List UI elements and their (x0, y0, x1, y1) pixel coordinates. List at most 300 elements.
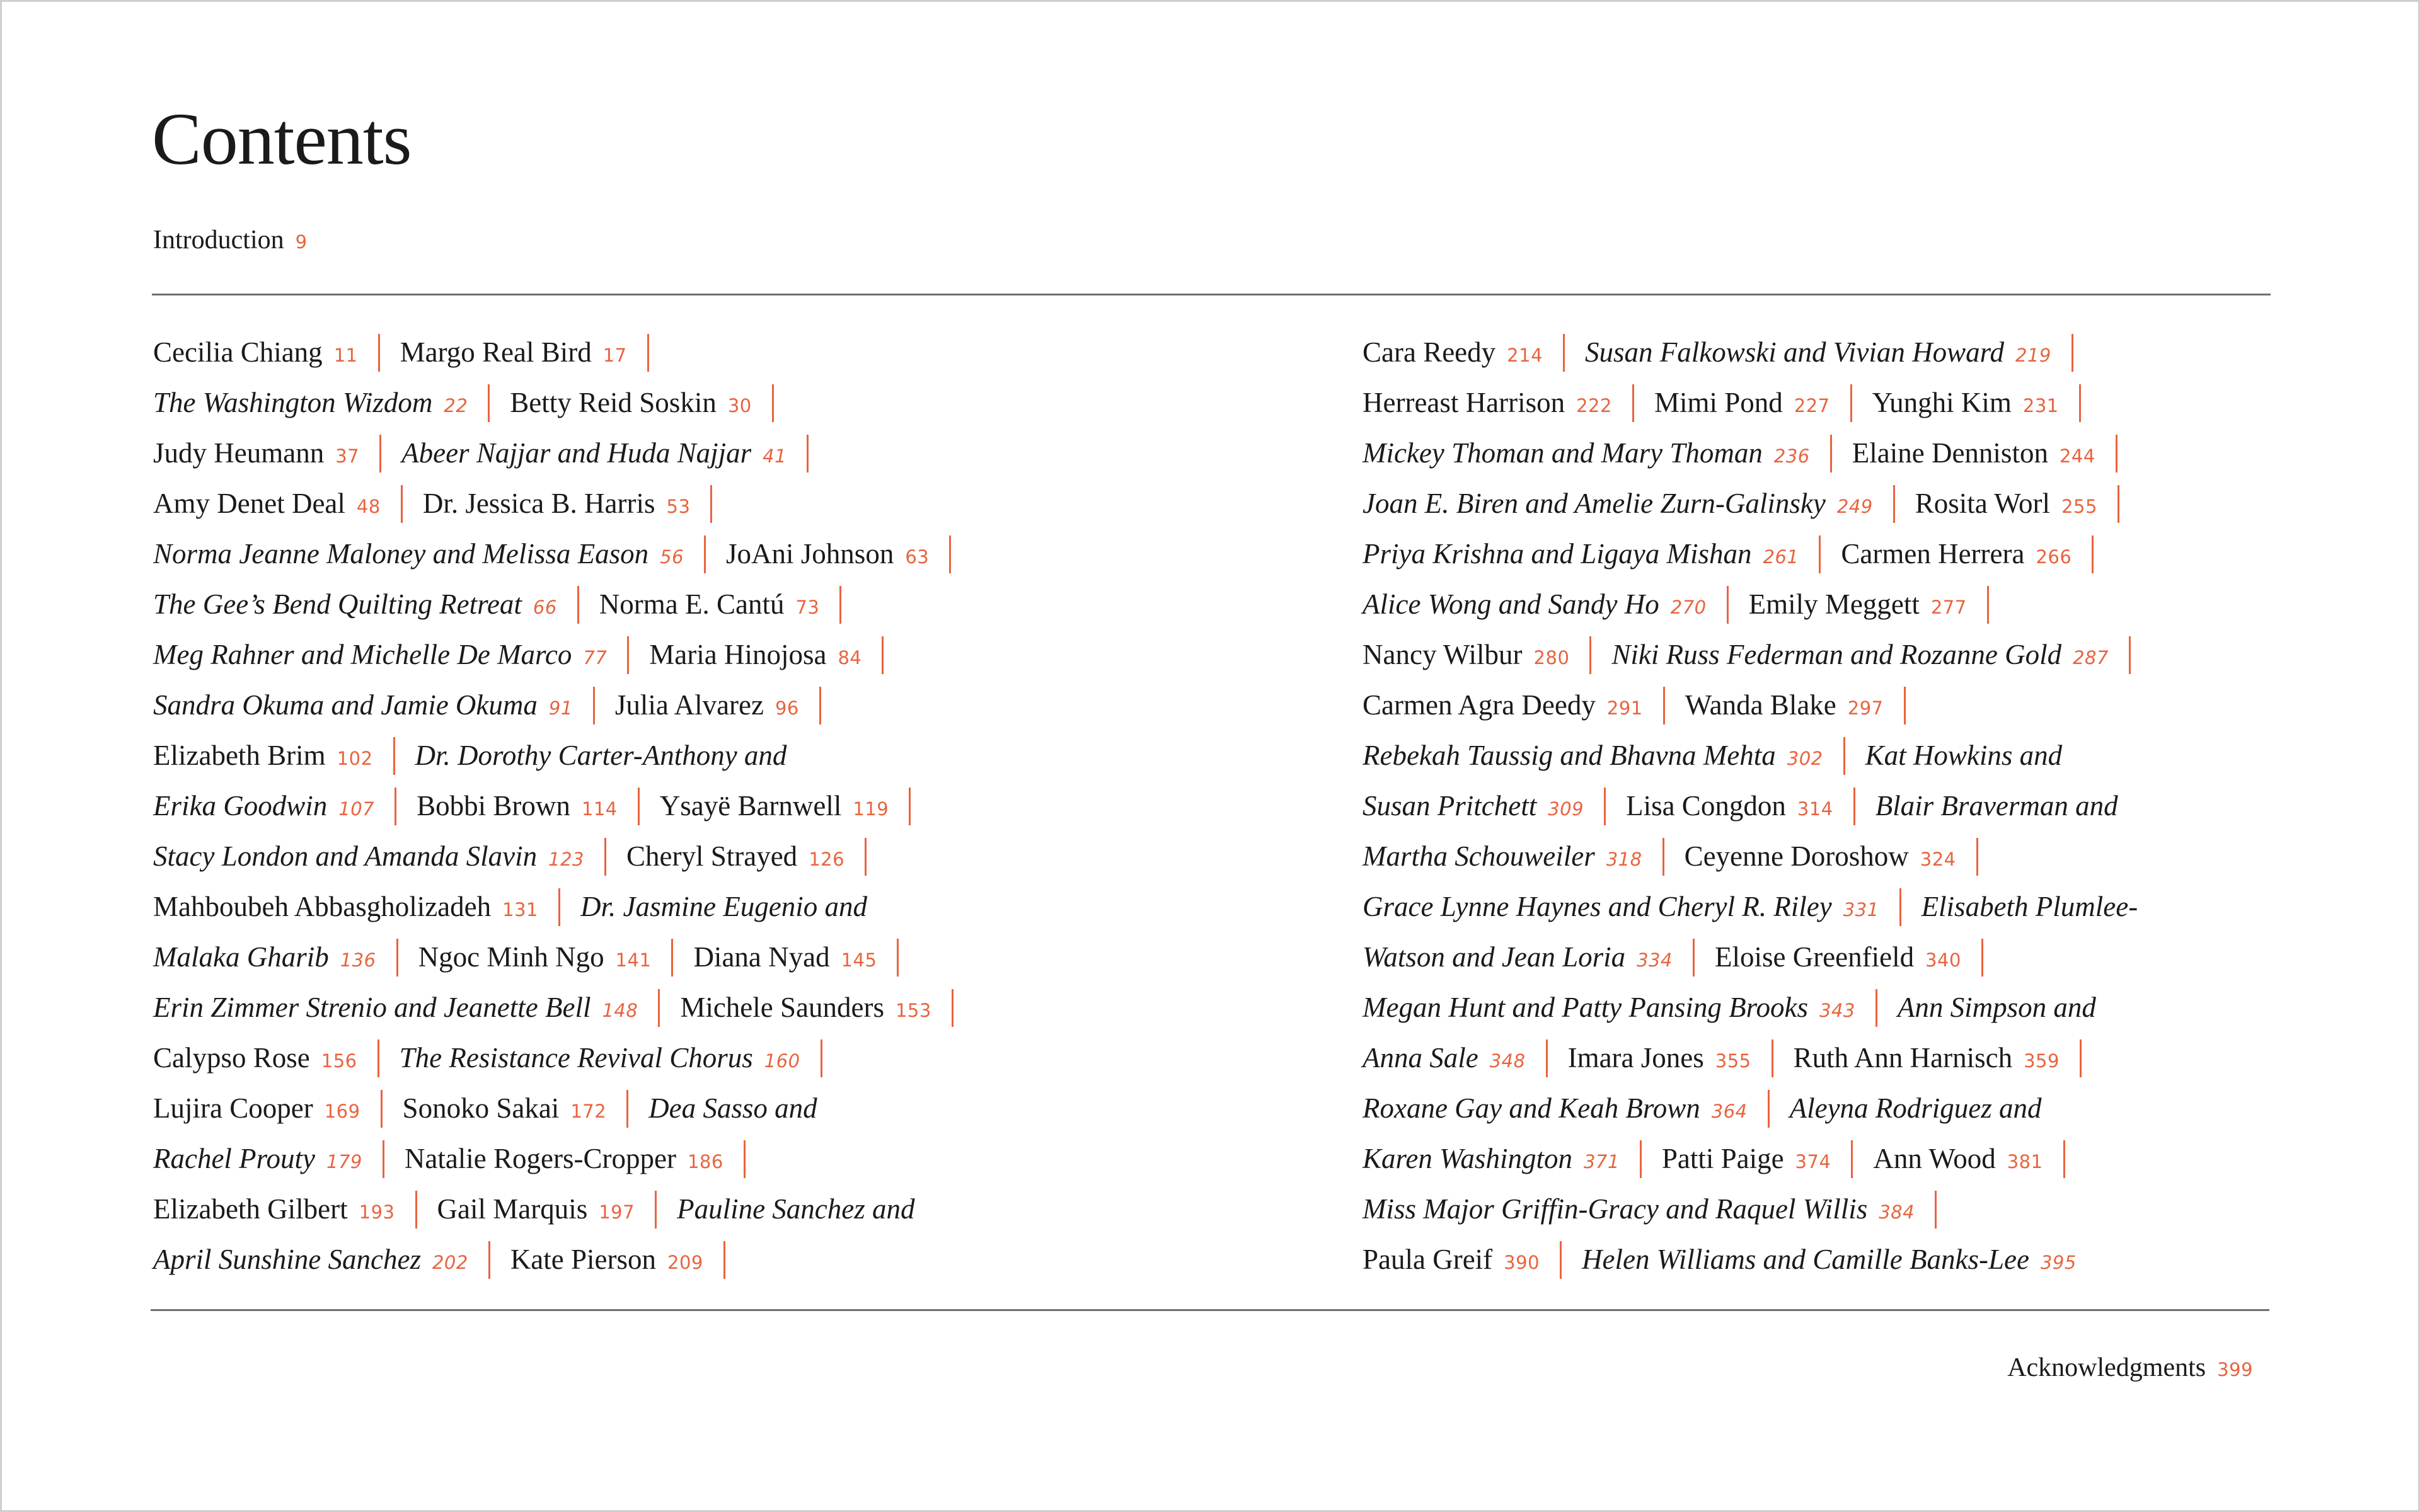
entry-title: Ngoc Minh Ngo (418, 941, 604, 973)
entry-title: Yunghi Kim (1872, 387, 2012, 418)
contents-line (153, 579, 1325, 629)
entry-separator (1772, 1040, 1773, 1077)
contents-entry[interactable] (153, 891, 538, 922)
entry-page-number: 193 (359, 1201, 395, 1223)
entry-separator (2079, 384, 2081, 422)
entry-page-number: 66 (533, 597, 557, 618)
contents-entry[interactable] (153, 689, 573, 721)
entry-page-number: 91 (548, 697, 573, 719)
contents-entry[interactable] (153, 1143, 362, 1174)
contents-entry[interactable] (400, 336, 627, 368)
entry-title: Abeer Najjar and Huda Najjar (401, 437, 752, 469)
entry-separator (949, 536, 951, 573)
entry-title: Mickey Thoman and Mary Thoman (1363, 437, 1763, 469)
entry-separator (1904, 687, 1906, 724)
entry-separator (897, 939, 899, 976)
contents-entry[interactable] (1865, 740, 2063, 771)
entry-title: Paula Greif (1363, 1244, 1493, 1275)
entry-page-number: 291 (1606, 697, 1643, 719)
entry-title: Ann Simpson and (1897, 992, 2096, 1023)
entry-title: Martha Schouweiler (1363, 840, 1595, 872)
entry-separator (1853, 788, 1855, 825)
top-divider (152, 294, 2271, 295)
contents-line (153, 730, 1325, 781)
entry-separator (383, 1140, 384, 1178)
entry-page-number: 343 (1819, 1000, 1855, 1021)
entry-title: Kate Pierson (510, 1244, 657, 1275)
entry-title: Norma E. Cantú (599, 588, 785, 620)
entry-title: Imara Jones (1567, 1042, 1704, 1074)
contents-entry[interactable] (615, 689, 799, 721)
entry-page-number: 374 (1795, 1151, 1831, 1172)
entry-separator (1830, 435, 1832, 472)
contents-entry[interactable] (1662, 1143, 1831, 1174)
contents-line (1363, 629, 2402, 680)
entry-separator (488, 1241, 490, 1279)
entry-title: Patti Paige (1661, 1143, 1784, 1174)
entry-title: Eloise Greenfield (1714, 941, 1915, 973)
contents-entry[interactable] (1363, 1244, 1540, 1275)
entry-separator (379, 435, 381, 472)
contents-line (1363, 1033, 2402, 1083)
entry-title: Mimi Pond (1654, 387, 1783, 418)
entry-separator (1935, 1191, 1937, 1228)
entry-title: Priya Krishna and Ligaya Mishan (1363, 538, 1752, 570)
contents-entry[interactable] (415, 740, 787, 771)
contents-entry[interactable] (1363, 336, 1543, 368)
contents-entry[interactable] (153, 387, 468, 418)
entry-title: Amy Denet Deal (153, 488, 345, 519)
contents-line (1363, 932, 2402, 982)
contents-line (1363, 1184, 2402, 1234)
entry-page-number: 148 (602, 1000, 638, 1021)
entry-title: Ysayë Barnwell (659, 790, 842, 822)
entry-page-number: 53 (666, 496, 691, 517)
contents-entry[interactable] (153, 1092, 360, 1124)
entry-page-number: 197 (599, 1201, 635, 1223)
contents-line (153, 982, 1325, 1033)
entry-separator (627, 636, 629, 674)
contents-entry[interactable] (1363, 387, 1612, 418)
entry-separator (1976, 838, 1978, 876)
contents-line (153, 1133, 1325, 1184)
entry-separator (865, 838, 867, 876)
contents-entry[interactable] (1568, 1042, 1751, 1074)
contents-entry[interactable] (153, 588, 557, 620)
contents-entry[interactable] (153, 840, 584, 872)
entry-title: Roxane Gay and Keah Brown (1363, 1092, 1700, 1124)
contents-entry[interactable] (1654, 387, 1830, 418)
entry-title: Gail Marquis (437, 1193, 588, 1225)
entry-page-number: 249 (1836, 496, 1873, 517)
contents-entry[interactable] (510, 387, 751, 418)
contents-entry[interactable] (153, 538, 684, 570)
entry-separator (2080, 1040, 2082, 1077)
contents-entry[interactable] (726, 538, 929, 570)
contents-entry[interactable] (1363, 538, 1799, 570)
entry-title: Dr. Dorothy Carter-Anthony and (415, 740, 787, 771)
entry-page-number: 270 (1670, 597, 1707, 618)
entry-separator (1850, 384, 1852, 422)
entry-title: Wanda Blake (1685, 689, 1836, 721)
contents-entry[interactable] (626, 840, 844, 872)
contents-entry[interactable] (403, 1092, 607, 1124)
contents-entry[interactable] (1685, 840, 1956, 872)
contents-line (153, 529, 1325, 579)
contents-entry[interactable] (153, 639, 607, 670)
contents-entry[interactable] (1898, 992, 2096, 1023)
entry-page-number: 63 (905, 546, 930, 568)
entry-separator (638, 788, 640, 825)
entry-page-number: 227 (1794, 395, 1830, 416)
entry-separator (396, 939, 398, 976)
entry-separator (393, 737, 395, 775)
entry-page-number: 384 (1879, 1201, 1915, 1223)
entry-separator (1727, 586, 1729, 624)
entry-title: April Sunshine Sanchez (153, 1244, 421, 1275)
entry-title: Meg Rahner and Michelle De Marco (153, 639, 572, 670)
entry-page-number: 244 (2059, 445, 2095, 467)
contents-entry[interactable] (1363, 891, 1879, 922)
entry-title: Dr. Jessica B. Harris (422, 488, 655, 519)
contents-line (153, 377, 1325, 428)
contents-entry[interactable] (1841, 538, 2071, 570)
contents-entry[interactable] (1363, 992, 1855, 1023)
entry-title: Julia Alvarez (614, 689, 764, 721)
acknowledgments-entry[interactable] (2007, 1350, 2253, 1387)
entry-separator (744, 1140, 746, 1178)
entry-separator (593, 687, 595, 724)
contents-column-left (153, 327, 1325, 1285)
entry-separator (704, 536, 706, 573)
contents-entry[interactable] (1363, 488, 1873, 519)
entry-separator (1876, 989, 1877, 1027)
entry-title: Ceyenne Doroshow (1684, 840, 1909, 872)
entry-separator (1640, 1140, 1642, 1178)
bottom-divider (151, 1309, 2269, 1311)
contents-entry[interactable] (680, 992, 931, 1023)
contents-entry[interactable] (1915, 488, 2097, 519)
contents-entry[interactable] (1626, 790, 1833, 822)
contents-entry[interactable] (153, 740, 373, 771)
contents-entry[interactable] (1872, 387, 2059, 418)
contents-entry[interactable] (1363, 689, 1643, 721)
entry-page-number: 324 (1920, 849, 1956, 870)
entry-title: Cecilia Chiang (153, 336, 323, 368)
contents-line (1363, 377, 2402, 428)
contents-line (153, 1184, 1325, 1234)
contents-entry[interactable] (1685, 689, 1884, 721)
contents-entry[interactable] (1873, 1143, 2043, 1174)
contents-line (1363, 428, 2402, 478)
contents-column-right (1363, 327, 2402, 1285)
contents-entry[interactable] (1363, 840, 1642, 872)
contents-entry[interactable] (648, 1092, 817, 1124)
contents-entry[interactable] (1363, 437, 1810, 469)
contents-line (153, 478, 1325, 529)
entry-title: Rachel Prouty (153, 1143, 315, 1174)
entry-page-number: 302 (1787, 748, 1823, 769)
entry-page-number: 11 (333, 345, 358, 366)
contents-entry[interactable] (418, 941, 652, 973)
entry-title: Lujira Cooper (153, 1092, 313, 1124)
entry-separator (647, 334, 649, 372)
entry-title: Betty Reid Soskin (510, 387, 717, 418)
entry-page-number: 348 (1489, 1050, 1526, 1072)
entry-page-number: 209 (667, 1252, 703, 1273)
entry-title: Carmen Agra Deedy (1363, 689, 1596, 721)
entry-separator (952, 989, 954, 1027)
contents-entry[interactable] (1363, 1042, 1526, 1074)
entry-title: Ann Wood (1873, 1143, 1996, 1174)
entry-separator (381, 1090, 383, 1128)
entry-page-number: 297 (1847, 697, 1884, 719)
entry-page-number: 214 (1507, 345, 1543, 366)
contents-entry[interactable] (693, 941, 877, 973)
entry-title: Elaine Denniston (1852, 437, 2048, 469)
entry-separator (1899, 888, 1901, 926)
contents-entry[interactable] (153, 992, 638, 1023)
contents-entry[interactable] (1749, 588, 1967, 620)
entry-separator (909, 788, 911, 825)
contents-entry[interactable] (153, 1042, 357, 1074)
entry-separator (882, 636, 884, 674)
entry-page-number: 136 (340, 949, 376, 971)
entry-page-number: 395 (2040, 1252, 2077, 1273)
entry-page-number: 107 (338, 798, 375, 820)
contents-line (153, 1033, 1325, 1083)
entry-page-number: 355 (1715, 1050, 1751, 1072)
entry-separator (2092, 536, 2094, 573)
entry-title: Grace Lynne Haynes and Cheryl R. Riley (1363, 891, 1832, 922)
entry-page-number: 126 (809, 849, 845, 870)
contents-line (1363, 730, 2402, 781)
entry-separator (2071, 334, 2073, 372)
contents-entry[interactable] (1922, 891, 2138, 922)
entry-title: JoAni Johnson (726, 538, 894, 570)
entry-page-number: 277 (1930, 597, 1967, 618)
entry-title: Diana Nyad (693, 941, 830, 973)
entry-page-number: 141 (615, 949, 652, 971)
entry-page-number: 287 (2073, 647, 2109, 668)
entry-page-number: 123 (548, 849, 584, 870)
entry-separator (1604, 788, 1606, 825)
entry-page-number: 30 (727, 395, 752, 416)
entry-title: The Gee’s Bend Quilting Retreat (153, 588, 522, 620)
contents-line (1363, 579, 2402, 629)
contents-entry[interactable] (153, 941, 376, 973)
entry-title: Michele Saunders (680, 992, 884, 1023)
entry-page-number: 390 (1504, 1252, 1540, 1273)
entry-title: Watson and Jean Loria (1363, 941, 1626, 973)
entry-title: Emily Meggett (1748, 588, 1920, 620)
introduction-label: Introduction (153, 226, 284, 255)
contents-entry[interactable] (153, 1193, 395, 1225)
entry-separator (1589, 636, 1591, 674)
entry-separator (1560, 1241, 1562, 1279)
contents-line (1363, 881, 2402, 932)
entry-page-number: 280 (1533, 647, 1570, 668)
contents-entry[interactable] (423, 488, 691, 519)
contents-entry[interactable] (1363, 1092, 1748, 1124)
entry-title: Malaka Gharib (153, 941, 329, 973)
entry-separator (1981, 939, 1983, 976)
contents-line (153, 781, 1325, 831)
contents-entry[interactable] (660, 790, 889, 822)
contents-entry[interactable] (1611, 639, 2109, 670)
entry-separator (1632, 384, 1634, 422)
contents-line (153, 327, 1325, 377)
entry-page-number: 231 (2022, 395, 2059, 416)
contents-line (1363, 1133, 2402, 1184)
entry-separator (2063, 1140, 2065, 1178)
introduction-page-number: 9 (295, 231, 308, 253)
entry-title: Herreast Harrison (1363, 387, 1565, 418)
entry-page-number: 131 (502, 899, 538, 920)
contents-entry[interactable] (1363, 1143, 1620, 1174)
entry-page-number: 102 (337, 748, 373, 769)
contents-entry[interactable] (599, 588, 820, 620)
entry-page-number: 331 (1843, 899, 1879, 920)
contents-entry[interactable] (405, 1143, 723, 1174)
entry-title: Calypso Rose (153, 1042, 310, 1074)
contents-entry[interactable] (153, 790, 374, 822)
contents-entry[interactable] (417, 790, 618, 822)
contents-line (1363, 478, 2402, 529)
entry-separator (395, 788, 396, 825)
entry-title: Cara Reedy (1363, 336, 1496, 368)
entry-title: Susan Pritchett (1363, 790, 1537, 822)
contents-entry[interactable] (1852, 437, 2095, 469)
introduction-entry[interactable] (153, 222, 308, 260)
contents-line (1363, 529, 2402, 579)
entry-page-number: 381 (2007, 1151, 2043, 1172)
entry-title: Erin Zimmer Strenio and Jeanette Bell (153, 992, 591, 1023)
entry-separator (1893, 485, 1895, 523)
entry-separator (772, 384, 774, 422)
entry-page-number: 56 (660, 546, 684, 568)
entry-separator (1563, 334, 1565, 372)
entry-separator (710, 485, 712, 523)
contents-line (1363, 982, 2402, 1033)
entry-page-number: 172 (570, 1101, 607, 1122)
entry-separator (377, 1040, 379, 1077)
contents-line (1363, 1234, 2402, 1285)
entry-page-number: 334 (1637, 949, 1673, 971)
contents-entry[interactable] (1363, 941, 1673, 973)
contents-entry[interactable] (677, 1193, 914, 1225)
entry-separator (723, 1241, 725, 1279)
entry-separator (1851, 1140, 1853, 1178)
entry-title: Joan E. Biren and Amelie Zurn-Galinsky (1363, 488, 1826, 519)
contents-entry[interactable] (510, 1244, 703, 1275)
entry-page-number: 318 (1606, 849, 1642, 870)
entry-title: Megan Hunt and Patty Pansing Brooks (1363, 992, 1808, 1023)
entry-page-number: 156 (321, 1050, 357, 1072)
contents-entry[interactable] (153, 488, 381, 519)
entry-title: Cheryl Strayed (626, 840, 798, 872)
contents-entry[interactable] (401, 437, 786, 469)
entry-separator (2129, 636, 2131, 674)
entry-page-number: 236 (1773, 445, 1810, 467)
contents-entry[interactable] (1876, 790, 2118, 822)
acknowledgments-page-number: 399 (2217, 1359, 2253, 1380)
contents-entry[interactable] (1363, 1193, 1915, 1225)
entry-page-number: 48 (356, 496, 381, 517)
entry-separator (1987, 586, 1989, 624)
contents-line (1363, 680, 2402, 730)
entry-separator (2116, 435, 2118, 472)
contents-entry[interactable] (649, 639, 861, 670)
entry-page-number: 77 (583, 647, 608, 668)
entry-separator (1819, 536, 1821, 573)
entry-title: Niki Russ Federman and Rozanne Gold (1611, 639, 2062, 670)
entry-separator (655, 1191, 657, 1228)
contents-entry[interactable] (580, 891, 867, 922)
page-title: Contents (152, 98, 412, 180)
entry-title: Kat Howkins and (1865, 740, 2063, 771)
entry-page-number: 17 (602, 345, 627, 366)
contents-entry[interactable] (437, 1193, 635, 1225)
entry-title: Margo Real Bird (400, 336, 592, 368)
contents-entry[interactable] (1582, 1244, 2077, 1275)
entry-separator (626, 1090, 628, 1128)
entry-title: Sandra Okuma and Jamie Okuma (153, 689, 538, 721)
entry-title: Blair Braverman and (1875, 790, 2118, 822)
contents-line (153, 932, 1325, 982)
entry-page-number: 359 (2024, 1050, 2060, 1072)
entry-title: Alice Wong and Sandy Ho (1363, 588, 1659, 620)
contents-line (153, 881, 1325, 932)
entry-separator (671, 939, 673, 976)
entry-page-number: 364 (1711, 1101, 1748, 1122)
contents-line (1363, 781, 2402, 831)
entry-title: Stacy London and Amanda Slavin (153, 840, 538, 872)
contents-line (153, 680, 1325, 730)
contents-entry[interactable] (1790, 1092, 2042, 1124)
entry-page-number: 222 (1576, 395, 1612, 416)
contents-entry[interactable] (153, 1244, 468, 1275)
entry-title: Rebekah Taussig and Bhavna Mehta (1363, 740, 1776, 771)
entry-page-number: 219 (2015, 345, 2051, 366)
entry-page-number: 266 (2036, 546, 2072, 568)
entry-title: Nancy Wilbur (1363, 639, 1523, 670)
entry-title: Ruth Ann Harnisch (1793, 1042, 2013, 1074)
entry-separator (2118, 485, 2119, 523)
contents-entry[interactable] (1363, 639, 1569, 670)
entry-separator (839, 586, 841, 624)
entry-page-number: 169 (324, 1101, 360, 1122)
entry-page-number: 309 (1548, 798, 1584, 820)
entry-separator (1768, 1090, 1770, 1128)
contents-entry[interactable] (1363, 588, 1707, 620)
entry-page-number: 314 (1797, 798, 1833, 820)
contents-entry[interactable] (1794, 1042, 2060, 1074)
contents-entry[interactable] (1363, 740, 1823, 771)
entry-page-number: 37 (335, 445, 360, 467)
entry-title: Natalie Rogers-Cropper (404, 1143, 676, 1174)
contents-entry[interactable] (153, 437, 359, 469)
contents-entry[interactable] (1715, 941, 1961, 973)
entry-separator (1662, 838, 1664, 876)
entry-page-number: 255 (2061, 496, 2097, 517)
contents-entry[interactable] (400, 1042, 800, 1074)
contents-entry[interactable] (1363, 790, 1584, 822)
entry-page-number: 114 (581, 798, 618, 820)
contents-entry[interactable] (1585, 336, 2051, 368)
contents-line (153, 1234, 1325, 1285)
contents-entry[interactable] (153, 336, 358, 368)
